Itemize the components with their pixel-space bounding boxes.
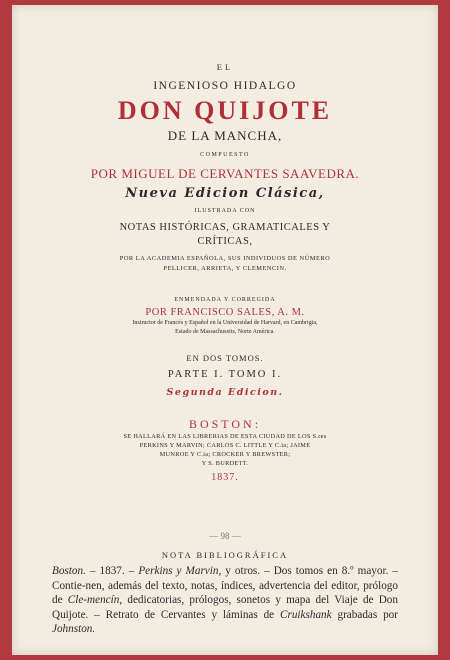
bib-publisher: Perkins y Marvin, — [138, 565, 222, 577]
editor-line: POR FRANCISCO SALES, A. M. — [145, 307, 305, 318]
author-line: POR MIGUEL DE CERVANTES SAAVEDRA. — [90, 166, 360, 181]
notas-line-1: NOTAS HISTÓRICAS, GRAMATICALES Y — [119, 222, 331, 233]
notas-line-2: CRÍTICAS, — [197, 236, 253, 247]
parte-tomo-line: PARTE I. TOMO I. — [167, 369, 283, 380]
bibliography-heading: NOTA BIBLIOGRÁFICA — [161, 550, 289, 560]
title-compuesto: COMPUESTO — [200, 152, 250, 158]
segunda-edicion-line: Segunda Edicion. — [166, 387, 284, 398]
academia-line-1: POR LA ACADEMIA ESPAÑOLA, SUS INDIVIDUOS DE NÚMERO — [119, 255, 331, 262]
year-line: 1837. — [211, 472, 239, 483]
bib-text-4: grabadas por — [331, 608, 399, 621]
bib-text-3: dedicatorias, prólogos, sonetos y mapa del Viaje de Don Quijote. – Retrato de Cervantes y láminas de — [52, 594, 398, 621]
title-ingenioso: INGENIOSO HIDALGO — [153, 80, 297, 92]
bib-johnston: Johnston. — [52, 623, 96, 635]
title-el: EL — [216, 62, 234, 72]
academia-line-2: PELLICER, ARRIETA, Y CLEMENCIN. — [163, 265, 287, 272]
enmendada-line: ENMENDADA Y CORREGIDA — [174, 297, 276, 303]
bib-text-1: – 1837. – — [85, 565, 139, 577]
hallara-line-1: SE HALLARÁ EN LAS LIBRERIAS DE ESTA CIUDAD DE LOS S.res — [123, 433, 327, 440]
edition-line: Nueva Edicion Clásica, — [125, 186, 325, 201]
page-number: — 98 — — [209, 531, 241, 541]
hallara-line-4: Y S. BURDETT. — [201, 460, 249, 467]
bib-cruikshank: Cruikshank — [280, 608, 332, 621]
hallara-line-2: PERKINS Y MARVIN; CARLOS C. LITTLE Y C.ia; JAIME — [139, 442, 311, 449]
boston-line: BOSTON: — [188, 417, 262, 431]
bib-city: Boston. — [52, 565, 86, 577]
bib-clemencin: Cle-mencín, — [67, 594, 123, 606]
hallara-line-3: MUNROE Y C.ia; CROCKER Y BREWSTER; — [159, 451, 291, 458]
bib-text-2: y otros. – Dos tomos en 8.º mayor. – Contie-nen, además del texto, notas, índices, advertencia del editor, prólogo de — [52, 565, 399, 606]
title-don-quijote: DON QUIJOTE — [117, 96, 333, 125]
volumes-line: EN DOS TOMOS. — [186, 353, 264, 363]
bibliography-text — [52, 564, 398, 637]
instructor-line-2: Estado de Massachusetts, Norte América. — [175, 329, 275, 335]
ilustrada-line: ILUSTRADA CON — [194, 208, 256, 214]
title-de-la-mancha: DE LA MANCHA, — [167, 128, 283, 143]
instructor-line-1: Instructor de Francés y Español en la Universidad de Harvard, en Cambrigia, — [132, 320, 318, 326]
